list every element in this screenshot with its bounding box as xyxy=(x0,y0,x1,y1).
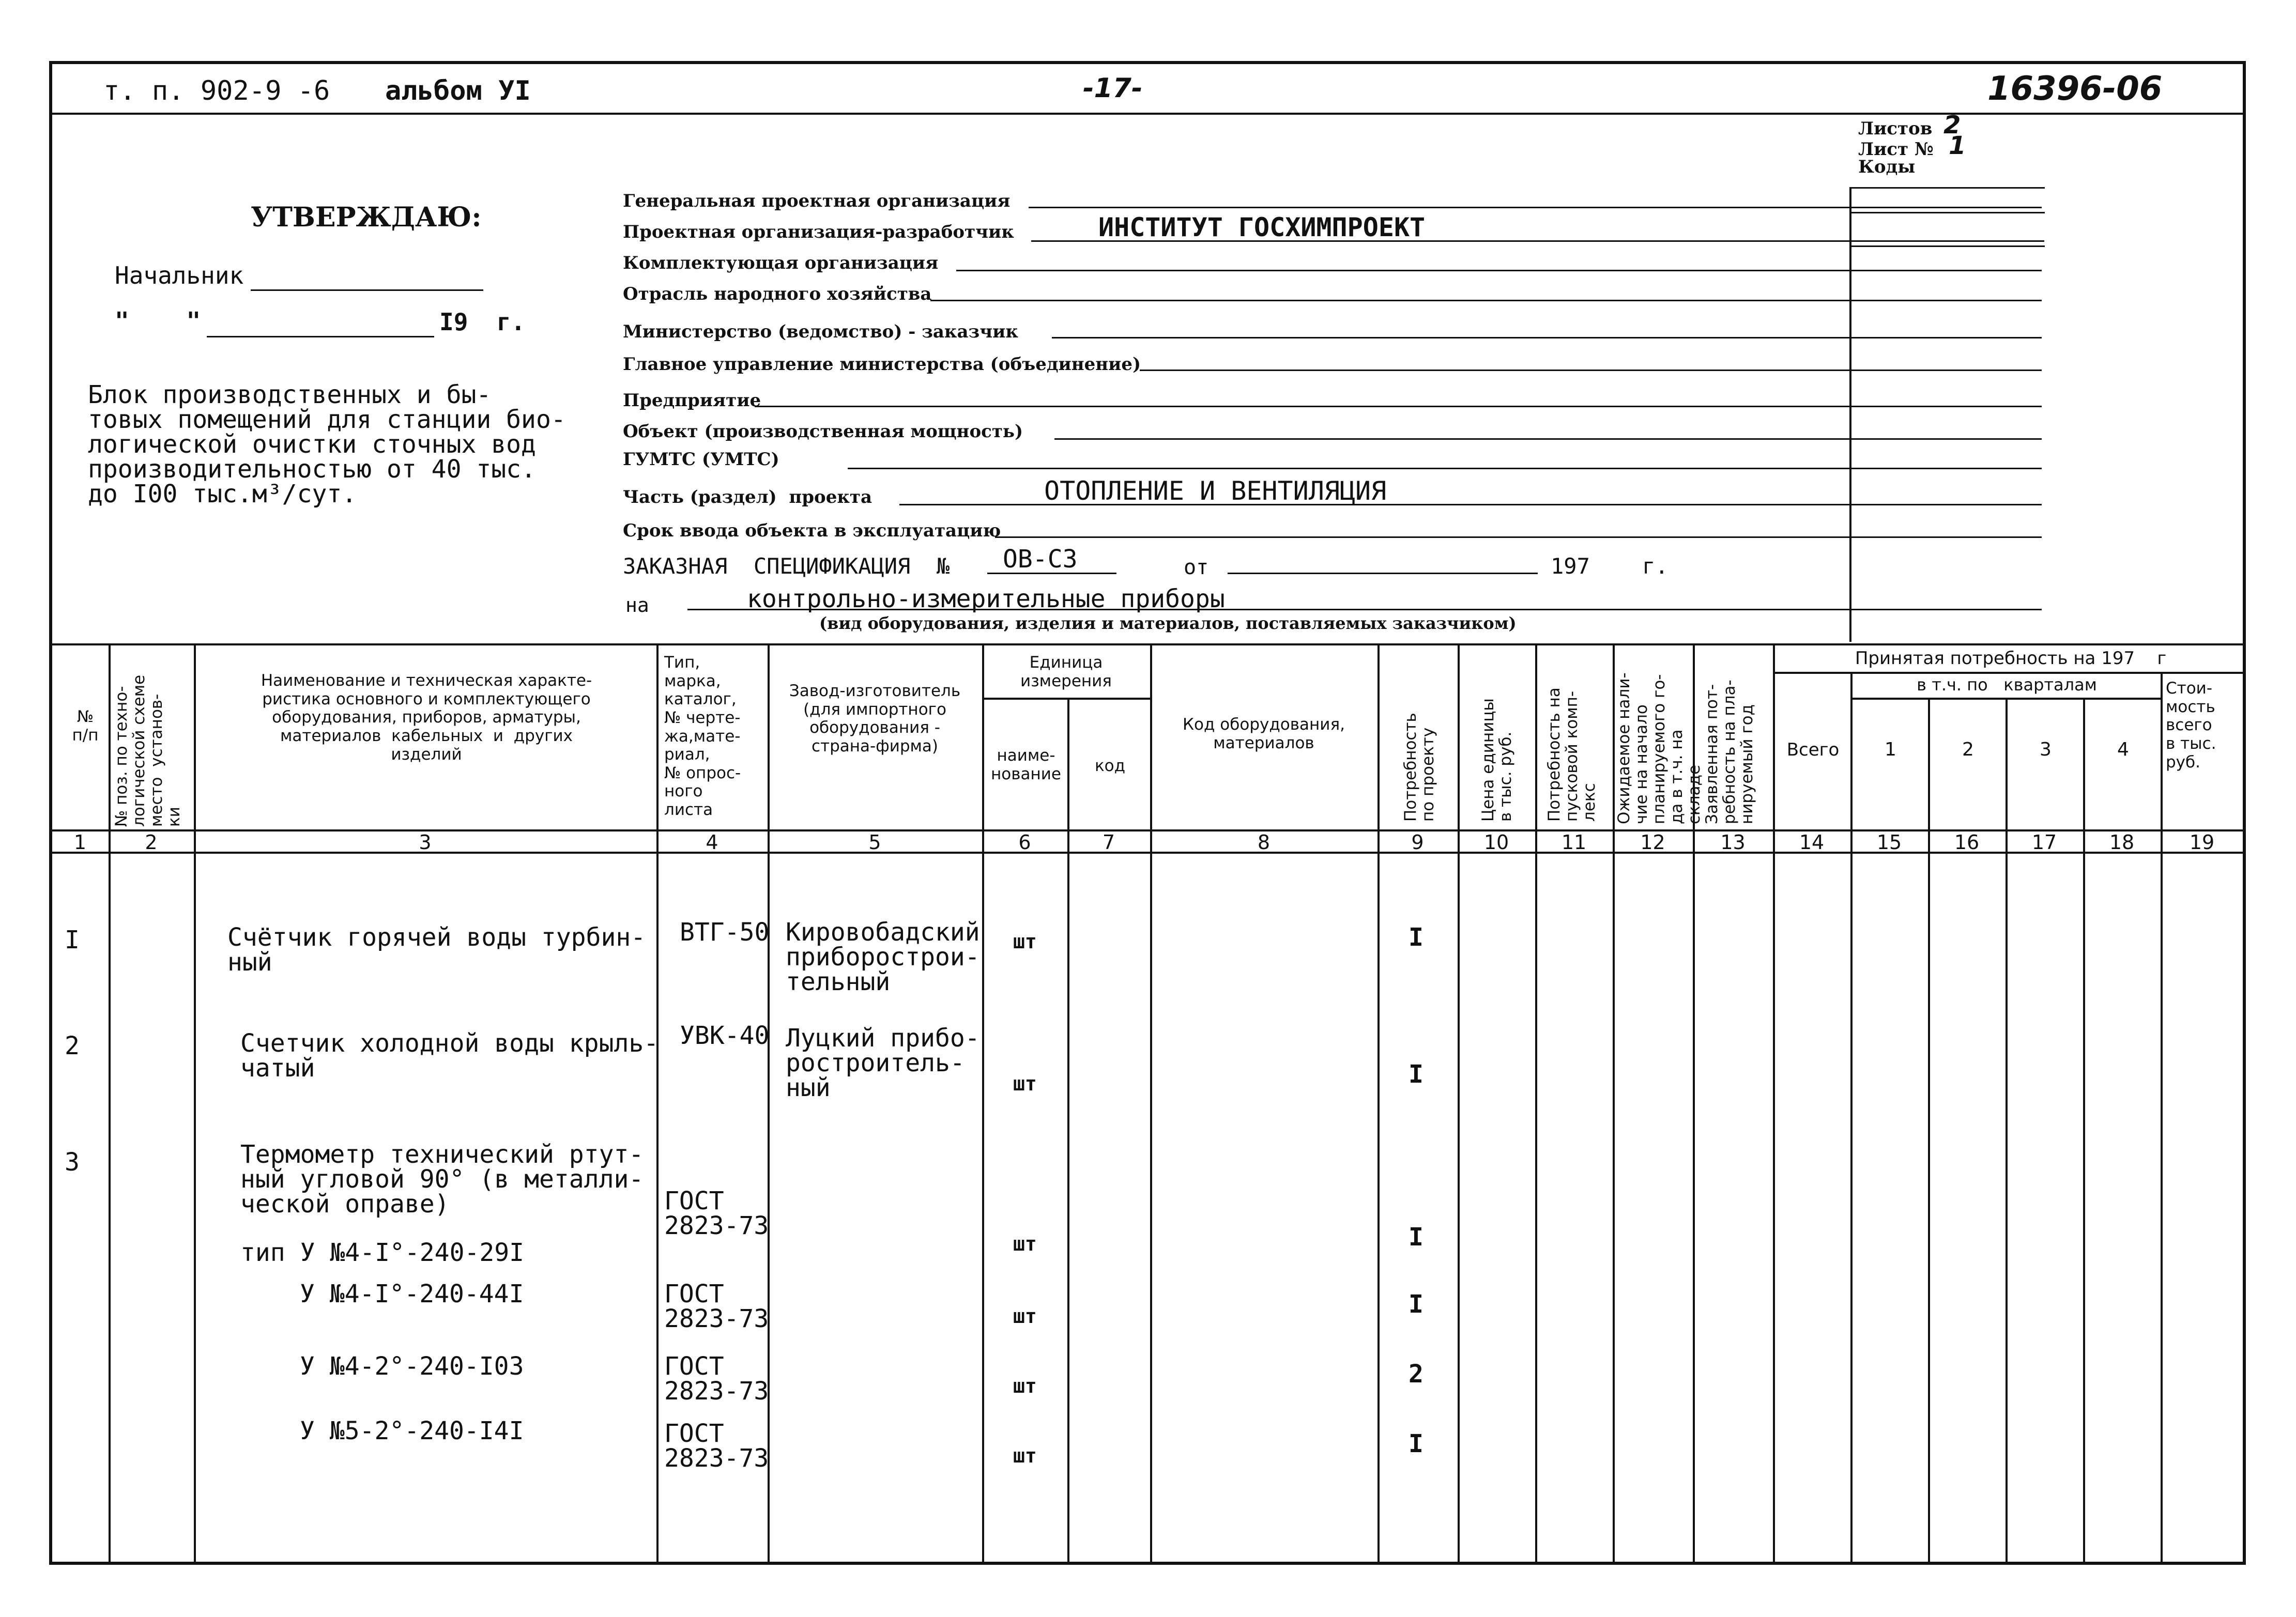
row-3-name: Термометр технический ртут- ный угловой 90° (в металли- ческой оправе) xyxy=(240,1140,644,1219)
col-equipment-code-header: Код оборудования, материалов xyxy=(1183,715,1345,752)
row-2-maker: Луцкий прибо- ростроитель- ный xyxy=(786,1024,980,1102)
col-num-13: 13 xyxy=(1720,831,1746,854)
document-frame xyxy=(49,61,2246,1565)
col-price-header: Цена единицы в тыс. руб. xyxy=(1479,698,1516,822)
chief-label: Начальник xyxy=(115,261,244,289)
subrow-4-type: ГОСТ 2823-73 xyxy=(664,1419,769,1473)
album-label: альбом УI xyxy=(385,75,531,106)
page-number: -17- xyxy=(1083,73,1143,104)
col-num-3: 3 xyxy=(419,831,432,854)
col-total-header: Всего xyxy=(1786,740,1840,760)
col-num-5: 5 xyxy=(868,831,881,854)
row-1-number: I xyxy=(65,926,80,954)
quarter-3-header: 3 xyxy=(2040,739,2052,760)
col-num-10: 10 xyxy=(1483,831,1509,854)
quarter-4-header: 4 xyxy=(2117,739,2129,760)
codes-label: Коды xyxy=(1858,157,1916,177)
col-unit-header: Единица измерения xyxy=(1020,653,1112,690)
col-num-8: 8 xyxy=(1257,831,1271,854)
row-2-number: 2 xyxy=(65,1031,80,1060)
row-2-type: УВК-40 xyxy=(680,1021,770,1050)
col-expected-header: Ожидаемое нали- чие на начало планируемого го- да в т.ч. на складе xyxy=(1615,672,1704,824)
subrow-1-name: тип У №4-I°-240-29I xyxy=(240,1238,525,1267)
col-num-19: 19 xyxy=(2189,831,2215,854)
quarters-header: в т.ч. по кварталам xyxy=(1917,675,2097,695)
subrow-4-quantity: I xyxy=(1409,1429,1423,1458)
subrow-2-type: ГОСТ 2823-73 xyxy=(664,1280,769,1333)
quarter-1-header: 1 xyxy=(1885,739,1896,760)
col-num-4: 4 xyxy=(706,831,718,854)
col-declared-header: Заявленная пот- ребность на пла- нируемый год xyxy=(1703,680,1757,824)
col-maker-header: Завод-изготовитель (для импортного оборудования - страна-фирма) xyxy=(789,682,961,756)
col-num-12: 12 xyxy=(1640,831,1665,854)
codes-column-border xyxy=(1849,187,1851,642)
equipment-kind: контрольно-измерительные приборы xyxy=(747,584,1225,613)
col-num-16: 16 xyxy=(1954,831,1980,854)
object-label: Объект (производственная мощность) xyxy=(623,421,1023,442)
part-label: Часть (раздел) проекта xyxy=(623,487,872,507)
table-top-border xyxy=(49,643,2246,645)
subrow-3-quantity: 2 xyxy=(1409,1360,1423,1389)
col-num-6: 6 xyxy=(1018,831,1031,854)
col-num-2: 2 xyxy=(145,831,158,854)
col-num-15: 15 xyxy=(1876,831,1902,854)
col-demand-header: Потребность по проекту xyxy=(1401,713,1438,822)
row-1-unit: шт xyxy=(1013,930,1037,953)
sheets-value: 2 xyxy=(1943,111,1961,140)
col-num-1: 1 xyxy=(73,831,87,854)
gumts-label: ГУМТС (УМТС) xyxy=(623,449,779,470)
date-quotes: " " xyxy=(115,307,201,335)
row-2-name: Счетчик холодной воды крыль- чатый xyxy=(240,1029,659,1083)
developer-org-value: ИНСТИТУТ ГОСХИМПРОЕКТ xyxy=(1098,212,1426,242)
complect-org-label: Комплектующая организация xyxy=(623,253,939,273)
object-description: Блок производственных и бы- товых помещений для станции био- логической очистки сточных вод производительностью от 40 тыс. до I00 тыс.м³/сут. xyxy=(88,380,566,509)
approve-year: I9 г. xyxy=(439,308,526,336)
subrow-2-name: У №4-I°-240-44I xyxy=(300,1280,524,1308)
ministry-label: Министерство (ведомство) - заказчик xyxy=(623,321,1018,342)
col-name-header: Наименование и техническая характе- ристика основного и комплектующего оборудования, приборов, арматуры, материалов кабельных и других изделий xyxy=(261,671,592,764)
row-1-name: Счётчик горячей воды турбин- ный xyxy=(227,923,646,977)
row-1-quantity: I xyxy=(1409,923,1423,952)
enterprise-label: Предприятие xyxy=(623,390,761,411)
spec-label: ЗАКАЗНАЯ СПЕЦИФИКАЦИЯ № xyxy=(623,553,950,579)
subrow-4-unit: шт xyxy=(1013,1444,1037,1467)
general-org-label: Генеральная проектная организация xyxy=(623,191,1011,211)
subrow-4-name: У №5-2°-240-I4I xyxy=(300,1416,524,1445)
from-label: от xyxy=(1184,556,1209,579)
quarter-2-header: 2 xyxy=(1962,739,1974,760)
subrow-1-unit: шт xyxy=(1013,1233,1037,1255)
main-dept-label: Главное управление министерства (объединение) xyxy=(623,354,1141,375)
col-startup-header: Потребность на пусковой комп- лекс xyxy=(1545,687,1599,822)
col-number-header: № п/п xyxy=(72,707,99,745)
col-num-18: 18 xyxy=(2109,831,2135,854)
approve-title: УТВЕРЖДАЮ: xyxy=(251,202,482,233)
col-unit-code-header: код xyxy=(1094,757,1126,775)
spec-number: ОВ-СЗ xyxy=(1003,545,1078,574)
subrow-1-quantity: I xyxy=(1409,1223,1423,1252)
sheet-value: 1 xyxy=(1949,131,1966,160)
term-label: Срок ввода объекта в эксплуатацию xyxy=(623,520,1001,541)
col-cost-header: Стои- мость всего в тыс. руб. xyxy=(2166,679,2216,772)
col-num-14: 14 xyxy=(1799,831,1825,854)
row-3-number: 3 xyxy=(65,1148,80,1177)
subrow-2-unit: шт xyxy=(1013,1305,1037,1328)
row-2-unit: шт xyxy=(1013,1072,1037,1095)
col-num-11: 11 xyxy=(1561,831,1587,854)
subrow-2-quantity: I xyxy=(1409,1290,1423,1319)
col-type-header: Тип, марка, каталог, № черте- жа,мате- риал, № опрос- ного листа xyxy=(664,653,741,820)
developer-org-label: Проектная организация-разработчик xyxy=(623,222,1014,242)
branch-label: Отрасль народного хозяйства xyxy=(623,284,932,304)
col-num-7: 7 xyxy=(1102,831,1115,854)
row-1-maker: Кировобадский приборострои- тельный xyxy=(786,918,980,996)
col-unit-name-header: наиме- нование xyxy=(991,746,1061,783)
row-1-type: ВТГ-50 xyxy=(680,918,770,947)
col-num-17: 17 xyxy=(2031,831,2057,854)
header-divider xyxy=(49,113,2246,115)
spec-year: 197 г. xyxy=(1551,553,1669,579)
col-num-9: 9 xyxy=(1411,831,1424,854)
row-2-quantity: I xyxy=(1409,1060,1423,1089)
subrow-3-unit: шт xyxy=(1013,1375,1037,1397)
subrow-1-type: ГОСТ 2823-73 xyxy=(664,1187,769,1240)
on-label: на xyxy=(625,594,649,617)
part-value: ОТОПЛЕНИЕ И ВЕНТИЛЯЦИЯ xyxy=(1044,476,1387,506)
col-position-header: № поз. по техно- логической схеме место установ- ки xyxy=(112,674,184,827)
sheets-label: Листов xyxy=(1858,118,1933,139)
sheet-label: Лист № xyxy=(1858,139,1934,160)
document-number: 16396-06 xyxy=(1987,70,2163,108)
subrow-3-type: ГОСТ 2823-73 xyxy=(664,1352,769,1406)
equipment-kind-note: (вид оборудования, изделия и материалов, поставляемых заказчиком) xyxy=(819,613,1517,633)
subrow-3-name: У №4-2°-240-I03 xyxy=(300,1352,524,1381)
doc-series: т. п. 902-9 -6 xyxy=(103,75,330,106)
accepted-demand-header: Принятая потребность на 197 г xyxy=(1855,648,2167,669)
